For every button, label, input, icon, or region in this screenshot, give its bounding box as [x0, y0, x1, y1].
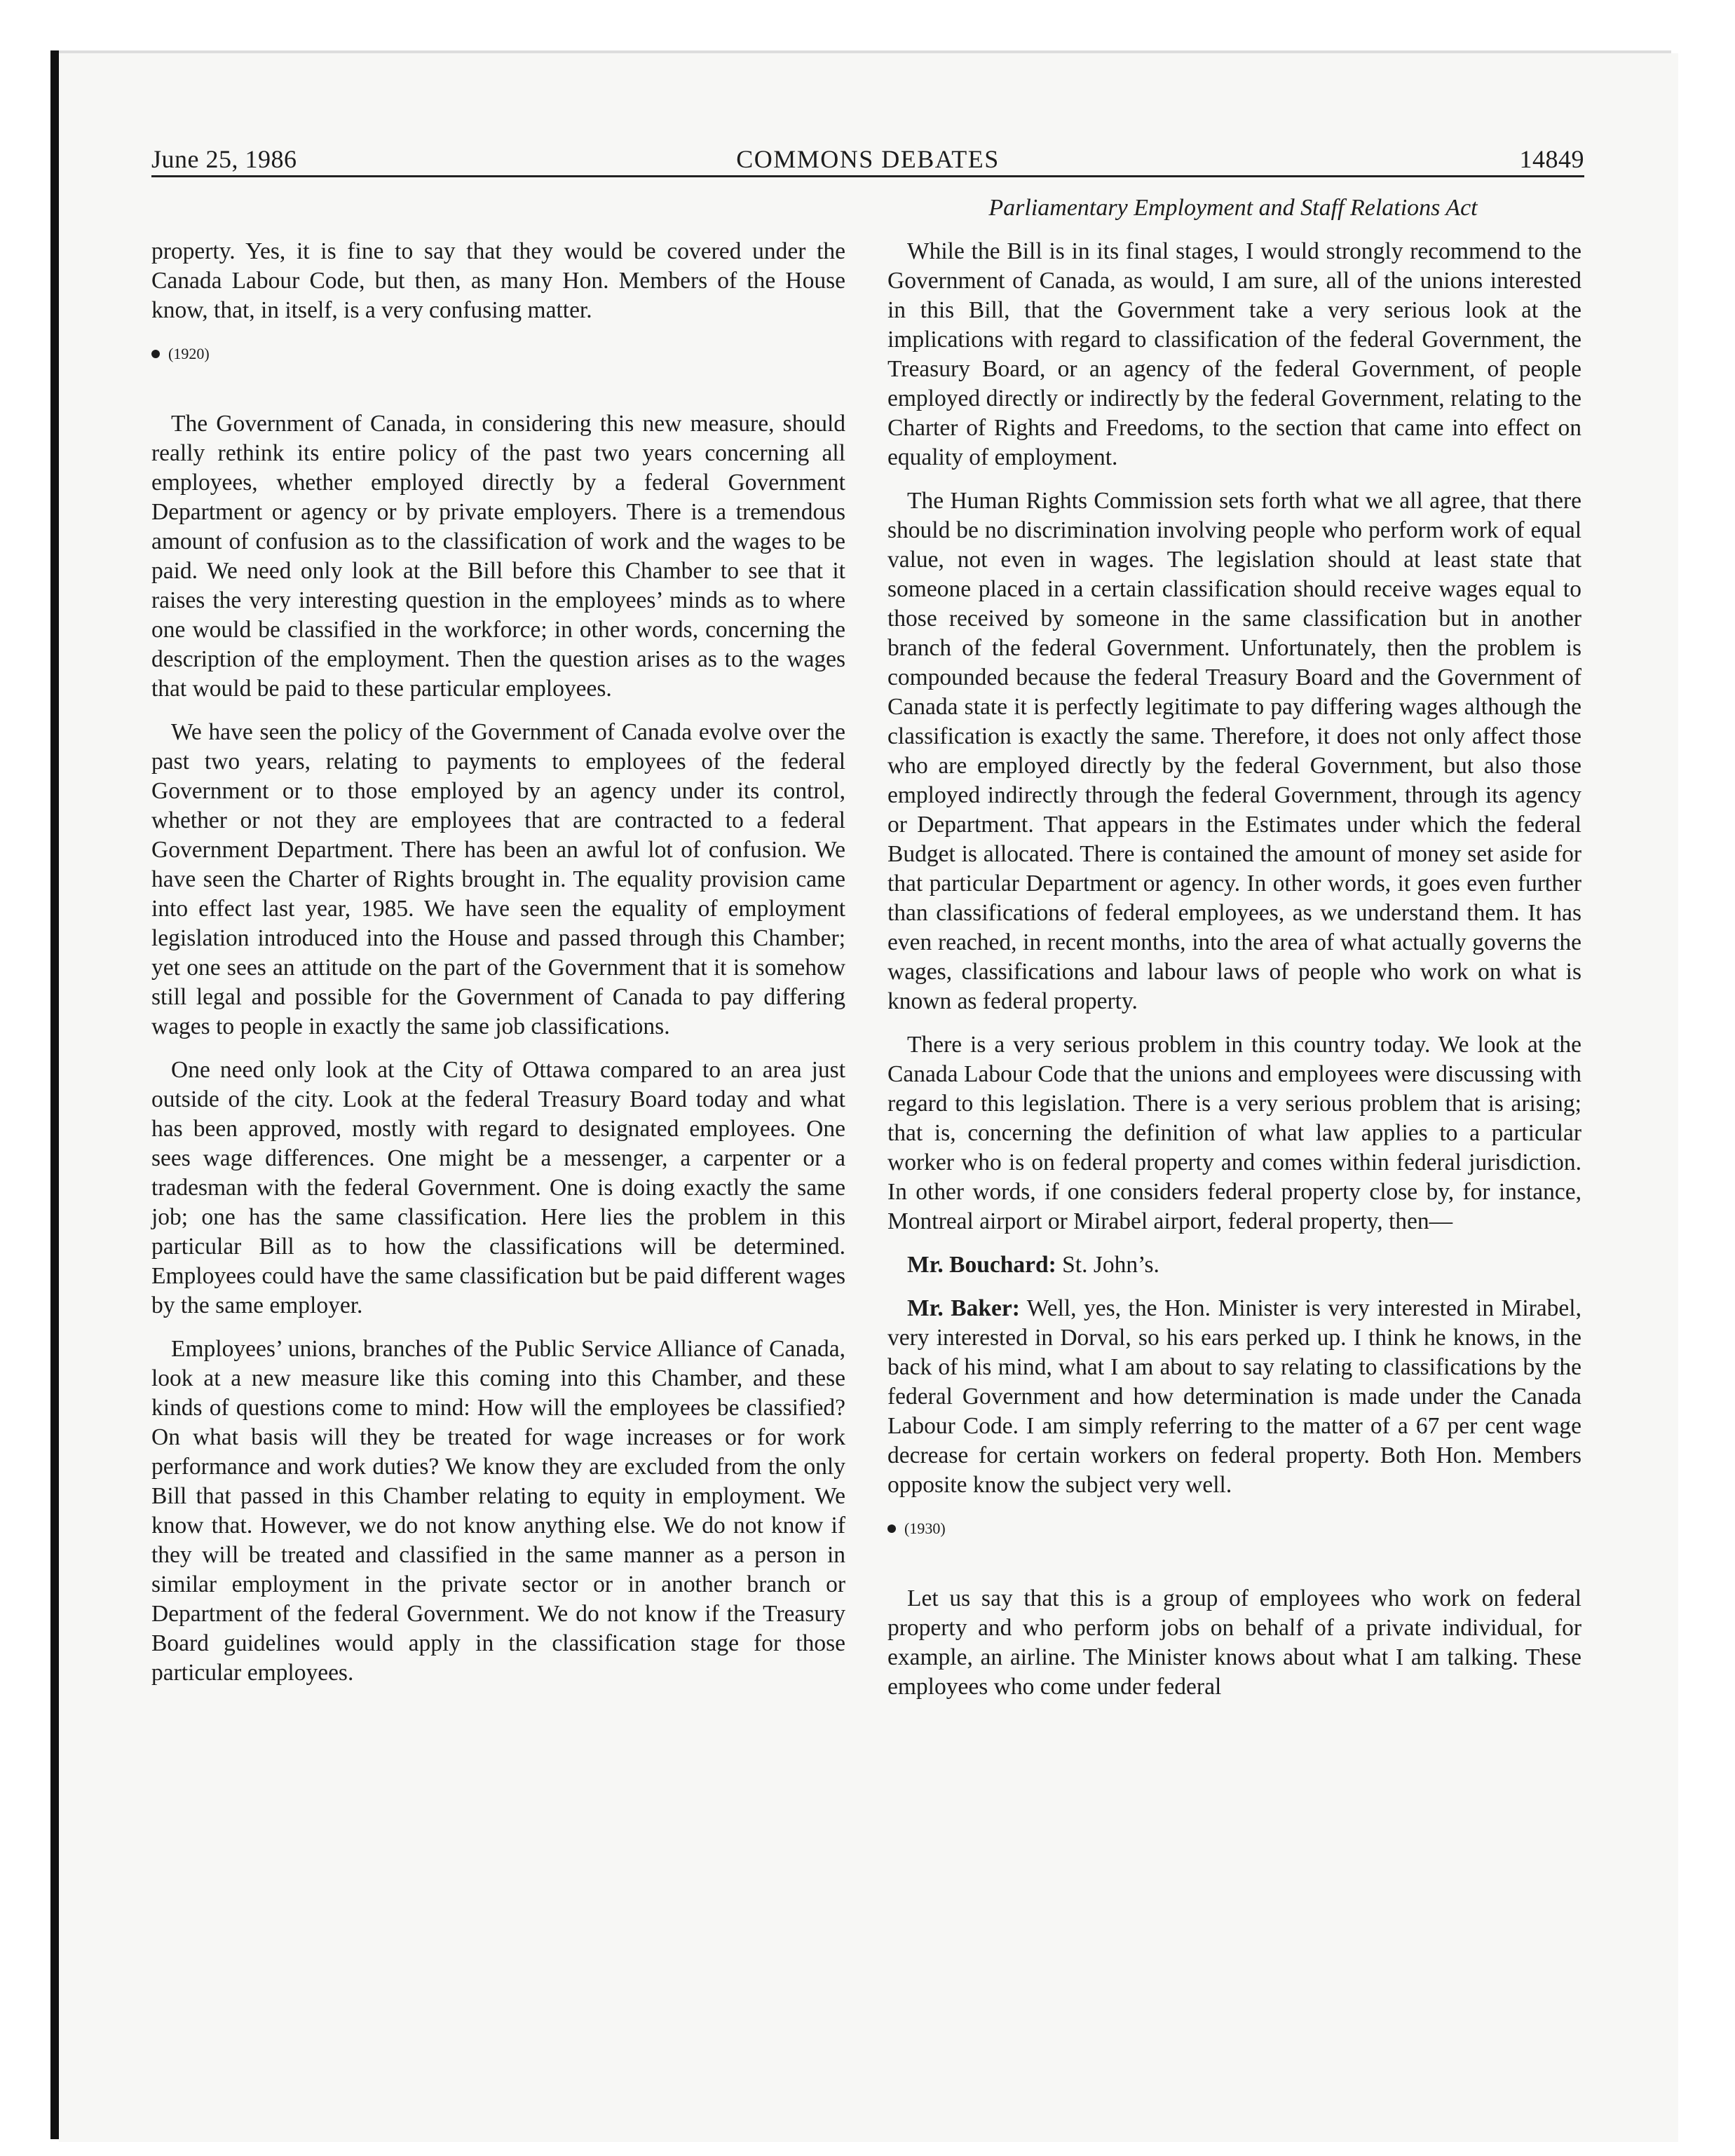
- timestamp-marker: [887, 1514, 1581, 1543]
- speaker-name: Mr. Baker:: [907, 1295, 1020, 1321]
- header-date: June 25, 1986: [151, 145, 297, 173]
- header-rule: [151, 175, 1584, 177]
- paragraph: We have seen the policy of the Government of Canada evolve over the past two years, relating to payments to employees of the federal Government or to those employed by an agency under its control, whether or not they are employees that are contracted to a federal Government Department. There has been an awful lot of confusion. We have seen the Charter of Rights brought in. The equality provision came into effect last year, 1985. We have seen the equality of employment legislation introduced into the House and passed through this Chamber; yet one sees an attitude on the part of the Government that it is somehow still legal and possible for the Government of Canada to pay differing wages to people in exactly the same job classifications.: [151, 719, 845, 1039]
- page-number: 14849: [1519, 145, 1584, 173]
- timestamp-marker: [151, 339, 845, 369]
- paragraph: Employees’ unions, branches of the Public Service Alliance of Canada, look at a new measure like this coming into this Chamber, and these kinds of questions come to mind: How will the employees be classified? On what basis will they be treated for wage increases or for work performance and work duties? We know they are excluded from the only Bill that passed in this Chamber relating to equity in employment. We know that. However, we do not know anything else. We do not know if they will be treated and classified in the same manner as a person in similar employment in the private sector or in another branch or Department of the federal Government. We do not know if the Treasury Board guidelines would apply in the classification stage for those particular employees.: [151, 1336, 845, 1686]
- paragraph: While the Bill is in its final stages, I would strongly recommend to the Government of Canada, as would, I am sure, all of the unions interested in this Bill, that the Government take a very serious look at the implications with regard to classification of the federal Government, the Treasury Board, or an agency of the federal Government, of people employed directly or indirectly by the federal Government, relating to the Charter of Rights and Freedoms, to the section that came into effect on equality of employment.: [887, 238, 1581, 470]
- header-title: COMMONS DEBATES: [736, 145, 1000, 173]
- right-column: [887, 237, 1581, 1716]
- speech-paragraph: [887, 1294, 1581, 1500]
- page-header: [151, 140, 1584, 179]
- speech-text: St. John’s.: [1056, 1252, 1159, 1278]
- paragraph: One need only look at the City of Ottawa compared to an area just outside of the city. Look at the federal Treasury Board today and what has been approved, mostly with regard to designated employees. One sees wage differences. One might be a messenger, a carpenter or a tradesman with the federal Government. One is doing exactly the same job; one has the same classification. Here lies the problem in this particular Bill as to how the classifications will be determined. Employees could have the same classification but be paid different wages by the same employer.: [151, 1057, 845, 1318]
- speech-text: Well, yes, the Hon. Minister is very interested in Mirabel, very interested in Dorval, so his ears perked up. I think he knows, in the back of his mind, what I am about to say relating to classifications by the federal Government and how determination is made under the Canada Labour Code. I am simply referring to the matter of a 67 per cent wage decrease for certain workers on federal property. Both Hon. Members opposite know the subject very well.: [887, 1295, 1581, 1498]
- paragraph: The Human Rights Commission sets forth what we all agree, that there should be no discrimination involving people who perform work of equal value, not even in wages. The legislation should at least state that someone placed in a certain classification should receive wages equal to those received by someone in the same classification but in another branch of the federal Government. Unfortunately, then the problem is compounded because the federal Treasury Board and the Government of Canada state it is perfectly legitimate to pay differing wages although the classification is exactly the same. Therefore, it does not only affect those who are employed directly by the federal Government, but also those employed indirectly through the federal Government, through its agency or Department. That appears in the Estimates under which the federal Budget is allocated. There is contained the amount of money set aside for that particular Department or agency. In other words, it goes even further than classifications of federal employees, as we understand them. It has even reached, in recent months, into the area of what actually governs the wages, classifications and labour laws of people who work on what is known as federal property.: [887, 488, 1581, 1014]
- paragraph: property. Yes, it is fine to say that they would be covered under the Canada Labour Code, but then, as many Hon. Members of the House know, that, in itself, is a very confusing matter.: [151, 238, 845, 323]
- paragraph: The Government of Canada, in considering this new measure, should really rethink its entire policy of the past two years concerning all employees, whether employed directly by a federal Government Department or agency or by private employers. There is a tremendous amount of confusion as to the classification of work and the wages to be paid. We need only look at the Bill before this Chamber to see that it raises the very interesting question in the employees’ minds as to where one would be classified in the workforce; in other words, concerning the description of the employment. Then the question arises as to the wages that would be paid to these particular employees.: [151, 411, 845, 702]
- left-column: [151, 237, 845, 1702]
- timestamp-text: (1930): [904, 1520, 946, 1537]
- bullet-icon: [887, 1524, 896, 1533]
- bullet-icon: [151, 350, 160, 358]
- speech-paragraph: [887, 1250, 1581, 1280]
- timestamp-text: (1920): [168, 345, 210, 362]
- scan-edge: [50, 50, 59, 2139]
- paragraph: Let us say that this is a group of employees who work on federal property and who perform jobs on behalf of a private individual, for example, an airline. The Minister knows about what I am talking. These employees who come under federal: [887, 1585, 1581, 1700]
- paragraph: There is a very serious problem in this country today. We look at the Canada Labour Code that the unions and employees were discussing with regard to this legislation. There is a very serious problem that is arising; that is, concerning the definition of what law applies to a particular worker who is on federal property and comes within federal jurisdiction. In other words, if one considers federal property close by, for instance, Montreal airport or Mirabel airport, federal property, then—: [887, 1032, 1581, 1234]
- section-title: Parliamentary Employment and Staff Relations Act: [988, 195, 1478, 221]
- speaker-name: Mr. Bouchard:: [907, 1252, 1056, 1278]
